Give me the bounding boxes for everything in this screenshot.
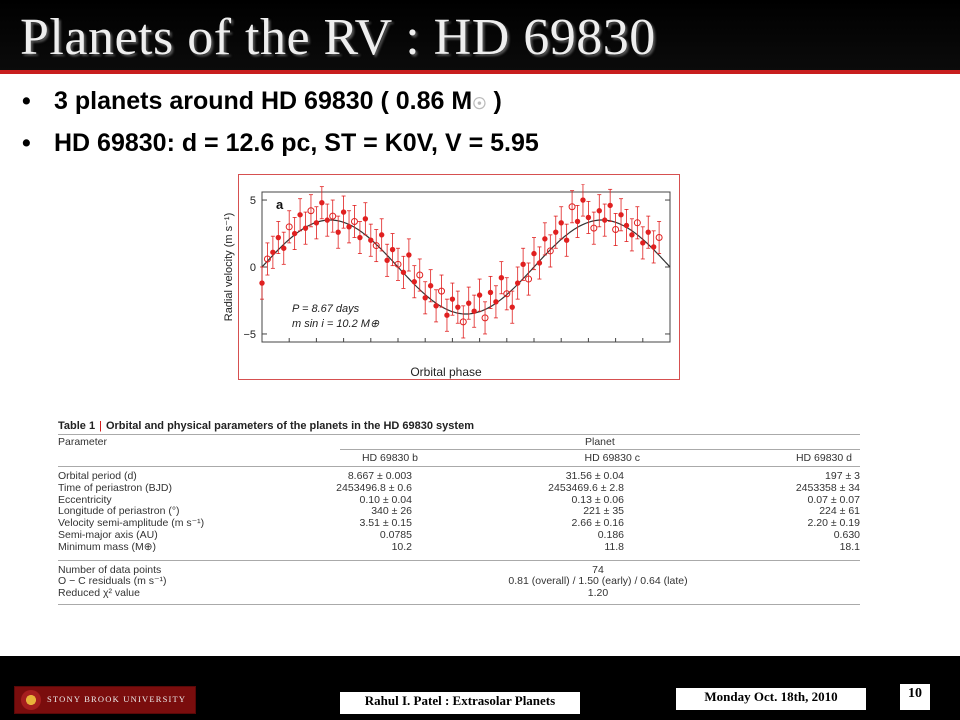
table-cell-b: 0.0785: [379, 528, 412, 541]
table-row: [58, 530, 860, 542]
data-point: [385, 258, 389, 262]
data-point: [445, 313, 449, 317]
table-cell-value: 1.20: [587, 587, 609, 600]
rv-chart: [210, 184, 680, 410]
header-planet-d: HD 69830 d: [795, 452, 852, 464]
data-point: [260, 281, 264, 285]
data-point: [423, 296, 427, 300]
data-point: [477, 293, 481, 297]
title-bar: [0, 0, 960, 70]
table-cell-value: 0.81 (overall) / 1.50 (early) / 0.64 (late): [508, 575, 688, 588]
table-cell-label: Orbital period (d): [58, 470, 137, 482]
bullet-symbol: •: [22, 129, 31, 157]
data-point: [456, 305, 460, 309]
footer-author: Rahul I. Patel : Extrasolar Planets: [364, 693, 556, 708]
footer: [0, 656, 960, 720]
data-point: [651, 245, 655, 249]
data-point: [515, 281, 519, 285]
table-cell-c: 2453469.6 ± 2.8: [548, 481, 624, 494]
data-point: [320, 201, 324, 205]
table-cell-c: 221 ± 35: [583, 505, 624, 518]
data-point: [347, 225, 351, 229]
table-cell-b: 3.51 ± 0.15: [359, 517, 412, 530]
header-planet-b: HD 69830 b: [361, 452, 418, 464]
period-annotation: P = 8.67 days: [292, 303, 360, 315]
table-cell-c: 11.8: [604, 540, 624, 553]
data-point: [325, 218, 329, 222]
data-point: [494, 300, 498, 304]
table-planet-header-row: [58, 450, 860, 466]
data-point: [450, 297, 454, 301]
data-point: [472, 309, 476, 313]
table-cell-b: 2453496.8 ± 0.6: [336, 481, 412, 494]
data-point: [532, 251, 536, 255]
bullet-item-1: [22, 80, 539, 122]
x-axis-label: Orbital phase: [410, 365, 482, 379]
data-point: [467, 301, 471, 305]
data-point: [271, 250, 275, 254]
table-cell-d: 0.07 ± 0.07: [807, 493, 860, 506]
table-cell-value: 74: [592, 563, 604, 576]
data-point: [401, 270, 405, 274]
data-point: [575, 219, 579, 223]
y-tick-label: 0: [249, 262, 256, 274]
bullet-list: [22, 80, 539, 164]
bullet-item-2: [22, 122, 539, 164]
data-point: [379, 233, 383, 237]
bullet-close: ): [493, 87, 502, 115]
table-row: [58, 588, 860, 600]
table-cell-d: 18.1: [839, 540, 860, 553]
sun-symbol: ☉: [472, 96, 487, 113]
table-cell-label: Longitude of periastron (°): [58, 505, 180, 518]
data-point: [488, 290, 492, 294]
table-row: [58, 565, 860, 577]
table-cell-c: 2.66 ± 0.16: [571, 517, 624, 530]
data-point: [619, 213, 623, 217]
table-row: [58, 542, 860, 554]
table-cell-b: 10.2: [391, 540, 412, 553]
data-point: [363, 217, 367, 221]
data-point: [369, 238, 373, 242]
data-point: [624, 223, 628, 227]
data-point: [641, 241, 645, 245]
y-axis-label: Radial velocity (m s⁻¹): [223, 212, 235, 322]
table-cell-d: 0.630: [833, 528, 860, 541]
data-point: [537, 261, 541, 265]
bullet-symbol: •: [22, 87, 31, 115]
data-point: [358, 235, 362, 239]
data-point: [586, 215, 590, 219]
table-cell-label: Eccentricity: [58, 493, 112, 506]
data-point: [412, 280, 416, 284]
data-point: [603, 218, 607, 222]
slide-content: [0, 74, 960, 656]
table-cell-d: 197 ± 3: [825, 470, 860, 482]
table-header-row: [58, 435, 860, 449]
table-cell-d: 2453358 ± 34: [795, 481, 860, 494]
table-cell-label: Velocity semi-amplitude (m s⁻¹): [58, 517, 205, 530]
table-cell-d: 2.20 ± 0.19: [807, 517, 860, 530]
table-caption: Orbital and physical parameters of the planets in the HD 69830 system: [105, 420, 474, 432]
y-tick-label: −5: [243, 328, 256, 341]
table-title: Table 1 | Orbital and physical parameters of the planets in the HD 69830 system: [58, 420, 474, 432]
table-cell-label: Number of data points: [58, 563, 162, 576]
panel-label: a: [276, 197, 284, 212]
data-point: [428, 284, 432, 288]
table-row: [58, 483, 860, 495]
table-cell-c: 31.56 ± 0.04: [565, 470, 624, 482]
table-cell-b: 8.667 ± 0.003: [347, 470, 412, 482]
data-point: [292, 231, 296, 235]
table-number: Table 1: [58, 420, 96, 432]
table-cell-c: 0.13 ± 0.06: [571, 493, 624, 506]
bullet-text-2: HD 69830: d = 12.6 pc, ST = K0V, V = 5.95: [54, 129, 539, 157]
mass-annotation: m sin i = 10.2 M⊕: [292, 318, 380, 330]
university-logo: [14, 686, 196, 714]
data-point: [434, 304, 438, 308]
data-point: [303, 226, 307, 230]
table-cell-label: O − C residuals (m s⁻¹): [58, 575, 167, 588]
table-row: [58, 471, 860, 483]
data-point: [646, 230, 650, 234]
table-row: [58, 518, 860, 530]
university-name: STONY BROOK UNIVERSITY: [47, 694, 187, 704]
data-point: [282, 246, 286, 250]
table-cell-d: 224 ± 61: [819, 505, 860, 518]
data-point: [543, 237, 547, 241]
data-point: [521, 262, 525, 266]
table-cell-b: 0.10 ± 0.04: [359, 493, 412, 506]
data-point: [341, 210, 345, 214]
data-point: [390, 247, 394, 251]
data-point: [581, 198, 585, 202]
header-parameter: Parameter: [58, 436, 108, 448]
data-point: [608, 203, 612, 207]
table-body: [58, 467, 860, 554]
parameters-table: [58, 418, 860, 605]
data-point: [630, 233, 634, 237]
table-cell-c: 0.186: [597, 528, 624, 541]
footer-date: Monday Oct. 18th, 2010: [704, 689, 838, 704]
data-point: [559, 221, 563, 225]
data-point: [336, 230, 340, 234]
table-cell-b: 340 ± 26: [371, 505, 412, 518]
table-cell-label: Time of periastron (BJD): [58, 481, 172, 494]
table-cell-label: Minimum mass (M⊕): [58, 540, 157, 553]
data-point: [554, 230, 558, 234]
table-cell-label: Reduced χ² value: [58, 587, 140, 600]
data-point: [407, 253, 411, 257]
slide-title: Planets of the RV : HD 69830: [20, 9, 656, 66]
table-row: [58, 576, 860, 588]
bullet-text-1: 3 planets around HD 69830 ( 0.86 M: [54, 87, 473, 115]
table-system-body: [58, 561, 860, 600]
fit-curve: [262, 220, 670, 314]
data-point: [564, 238, 568, 242]
data-point: [276, 235, 280, 239]
header-planet-c: HD 69830 c: [584, 452, 640, 464]
page-number: 10: [908, 686, 922, 701]
table-cell-label: Semi-major axis (AU): [58, 528, 158, 541]
header-planet: Planet: [585, 436, 615, 448]
university-seal-icon: [21, 690, 41, 710]
data-point: [298, 213, 302, 217]
data-point: [499, 276, 503, 280]
y-tick-label: 5: [249, 195, 256, 208]
data-point: [510, 305, 514, 309]
data-point: [597, 209, 601, 213]
data-point: [314, 221, 318, 225]
